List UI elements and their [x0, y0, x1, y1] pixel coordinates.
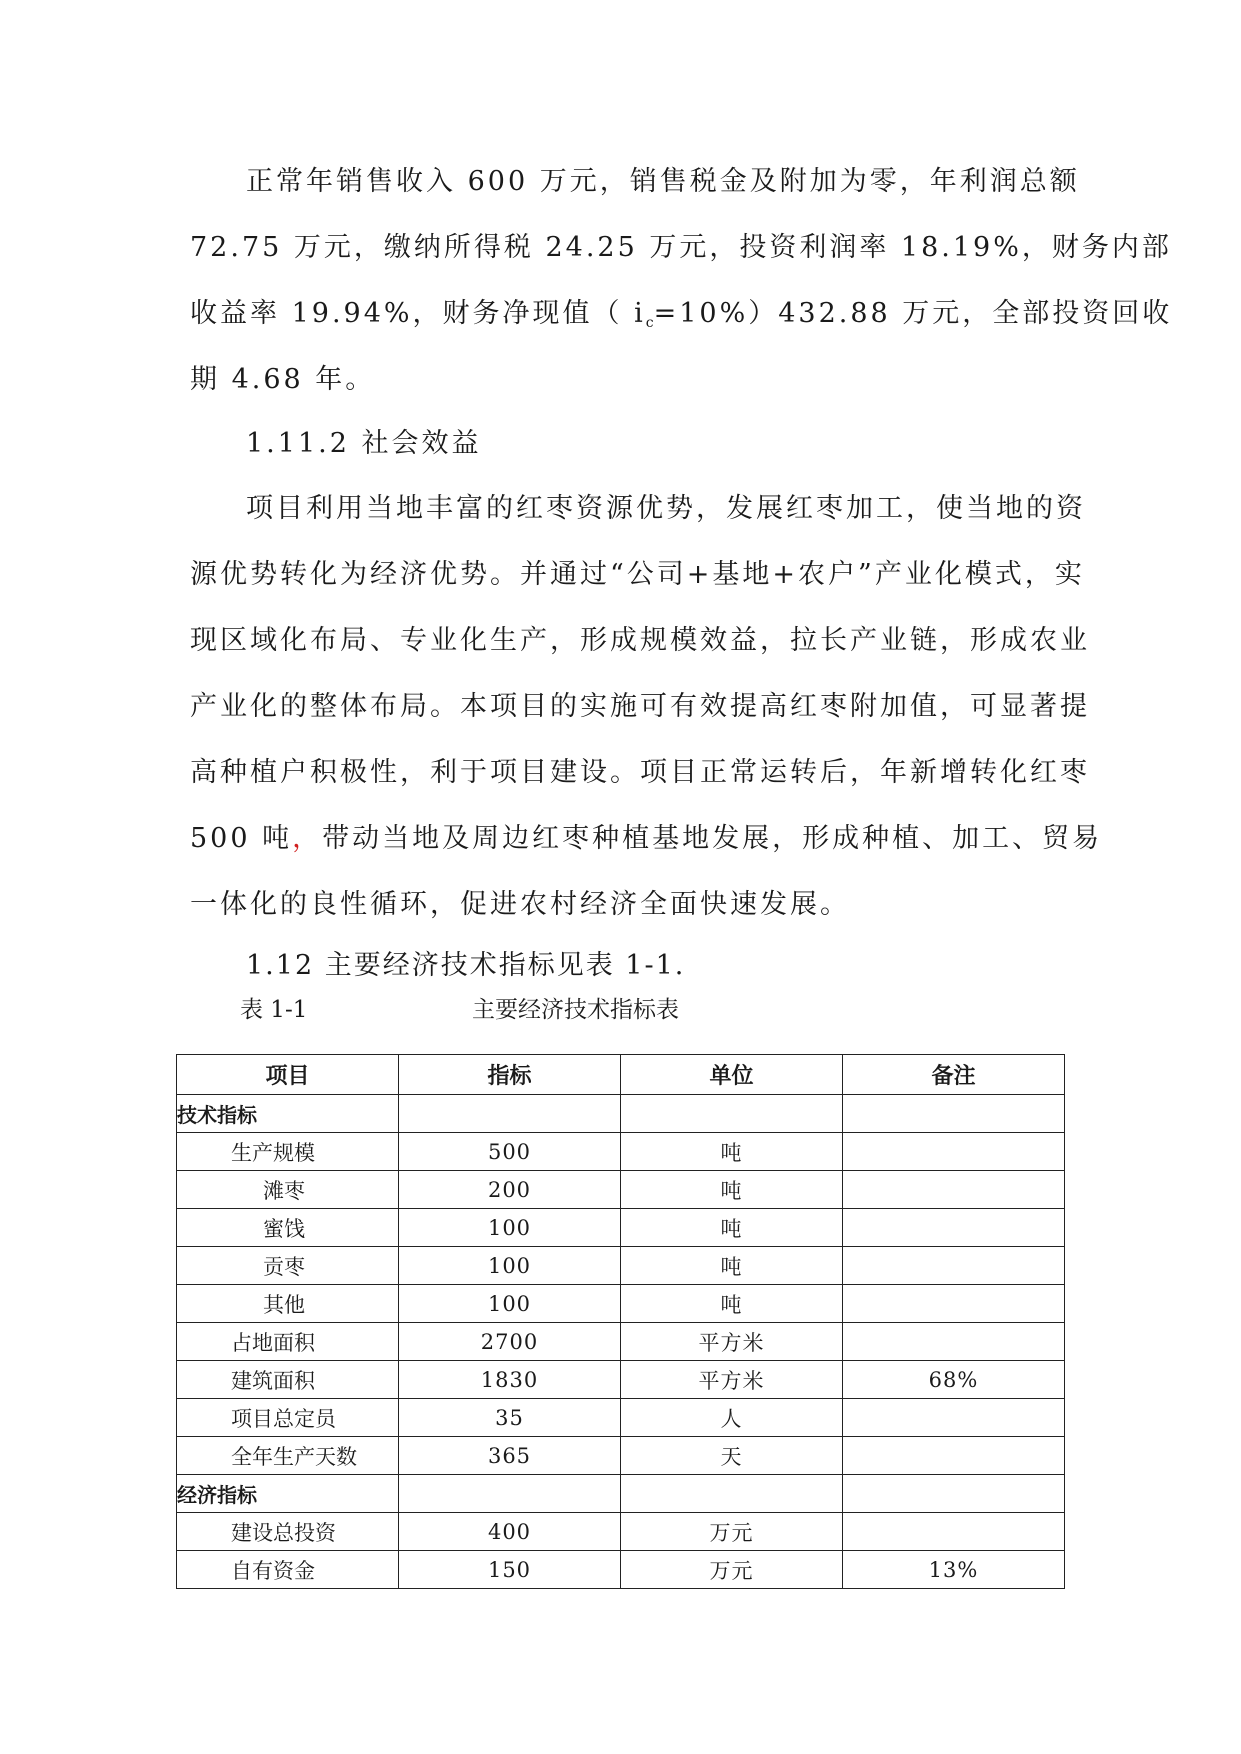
cell-note: 13%: [843, 1551, 1065, 1589]
cell-value: 365: [399, 1437, 621, 1475]
cell-value: 100: [399, 1247, 621, 1285]
text-line: 源优势转化为经济优势。并通过“公司+基地+农户”产业化模式，实: [190, 559, 1085, 590]
heading-text: 1.11.2 社会效益: [246, 428, 482, 459]
table-row: [177, 1133, 1065, 1171]
table-row: [177, 1399, 1065, 1437]
text-line: 现区域化布局、专业化生产，形成规模效益，拉长产业链，形成农业: [190, 625, 1090, 656]
table-row: [177, 1209, 1065, 1247]
cell-value: 400: [399, 1513, 621, 1551]
text-line: 高种植户积极性，利于项目建设。项目正常运转后，年新增转化红枣: [190, 757, 1090, 788]
cell-note: [843, 1437, 1065, 1475]
cell-item: 滩枣: [177, 1171, 399, 1209]
cell-note: [843, 1171, 1065, 1209]
cell-item: 蜜饯: [177, 1209, 399, 1247]
cell-unit: 天: [621, 1437, 843, 1475]
table-row: [177, 1171, 1065, 1209]
empty-cell: [621, 1095, 843, 1133]
table-row: [177, 1323, 1065, 1361]
cell-unit: 吨: [621, 1285, 843, 1323]
text-fragment: 500 吨: [190, 823, 293, 854]
cell-value: 35: [399, 1399, 621, 1437]
cell-unit: 平方米: [621, 1323, 843, 1361]
table-section-row: [177, 1095, 1065, 1133]
cell-value: 200: [399, 1171, 621, 1209]
text-fragment: 收益率 19.94%，财务净现值（ i: [190, 298, 646, 329]
cell-value: 1830: [399, 1361, 621, 1399]
text-line: [190, 294, 1172, 334]
cell-unit: 万元: [621, 1551, 843, 1589]
cell-note: [843, 1399, 1065, 1437]
text-line: 产业化的整体布局。本项目的实施可有效提高红枣附加值，可显著提: [190, 691, 1090, 722]
table-row: [177, 1437, 1065, 1475]
text-fragment: =10%）432.88 万元，全部投资回收: [653, 298, 1173, 329]
header-item: 项目: [177, 1055, 399, 1095]
table-title: 主要经济技术指标表: [472, 997, 679, 1023]
cell-item: 自有资金: [177, 1551, 399, 1589]
cell-note: [843, 1323, 1065, 1361]
indicators-table: [176, 1054, 1065, 1589]
cell-value: 150: [399, 1551, 621, 1589]
table-number: 表 1-1: [240, 997, 308, 1023]
empty-cell: [621, 1475, 843, 1513]
text-line: [190, 819, 1102, 859]
empty-cell: [399, 1095, 621, 1133]
text-line: 期 4.68 年。: [190, 364, 376, 395]
cell-value: 100: [399, 1209, 621, 1247]
cell-item: 占地面积: [177, 1323, 399, 1361]
cell-unit: 吨: [621, 1209, 843, 1247]
empty-cell: [843, 1475, 1065, 1513]
text-line: 72.75 万元，缴纳所得税 24.25 万元，投资利润率 18.19%，财务内部: [190, 232, 1172, 263]
cell-unit: 人: [621, 1399, 843, 1437]
cell-value: 2700: [399, 1323, 621, 1361]
text-line: 一体化的良性循环，促进农村经济全面快速发展。: [190, 889, 850, 920]
header-note: 备注: [843, 1055, 1065, 1095]
cell-item: 全年生产天数: [177, 1437, 399, 1475]
table-row: [177, 1361, 1065, 1399]
text-fragment: 带动当地及周边红枣种植基地发展，形成种植、加工、贸易: [322, 823, 1103, 854]
subscript: c: [645, 315, 654, 331]
cell-item: 其他: [177, 1285, 399, 1323]
cell-note: [843, 1285, 1065, 1323]
cell-item: 建设总投资: [177, 1513, 399, 1551]
section-label: 经济指标: [177, 1475, 399, 1513]
cell-note: [843, 1513, 1065, 1551]
table-row: [177, 1247, 1065, 1285]
cell-item: 建筑面积: [177, 1361, 399, 1399]
section-label: 技术指标: [177, 1095, 399, 1133]
heading-text: 1.12 主要经济技术指标见表 1-1.: [246, 950, 686, 981]
cell-unit: 万元: [621, 1513, 843, 1551]
cell-note: [843, 1209, 1065, 1247]
red-comma: ，: [292, 823, 323, 854]
cell-unit: 吨: [621, 1247, 843, 1285]
cell-item: 生产规模: [177, 1133, 399, 1171]
cell-note: 68%: [843, 1361, 1065, 1399]
empty-cell: [843, 1095, 1065, 1133]
cell-item: 项目总定员: [177, 1399, 399, 1437]
cell-item: 贡枣: [177, 1247, 399, 1285]
cell-value: 500: [399, 1133, 621, 1171]
header-value: 指标: [399, 1055, 621, 1095]
table-row: [177, 1285, 1065, 1323]
cell-note: [843, 1247, 1065, 1285]
cell-unit: 平方米: [621, 1361, 843, 1399]
text-line: 项目利用当地丰富的红枣资源优势，发展红枣加工，使当地的资: [246, 493, 1086, 524]
header-unit: 单位: [621, 1055, 843, 1095]
cell-note: [843, 1133, 1065, 1171]
table-row: [177, 1513, 1065, 1551]
text-line: 正常年销售收入 600 万元，销售税金及附加为零，年利润总额: [246, 166, 1080, 197]
table-section-row: [177, 1475, 1065, 1513]
cell-unit: 吨: [621, 1171, 843, 1209]
table-header-row: [177, 1055, 1065, 1095]
table-row: [177, 1551, 1065, 1589]
cell-value: 100: [399, 1285, 621, 1323]
empty-cell: [399, 1475, 621, 1513]
cell-unit: 吨: [621, 1133, 843, 1171]
